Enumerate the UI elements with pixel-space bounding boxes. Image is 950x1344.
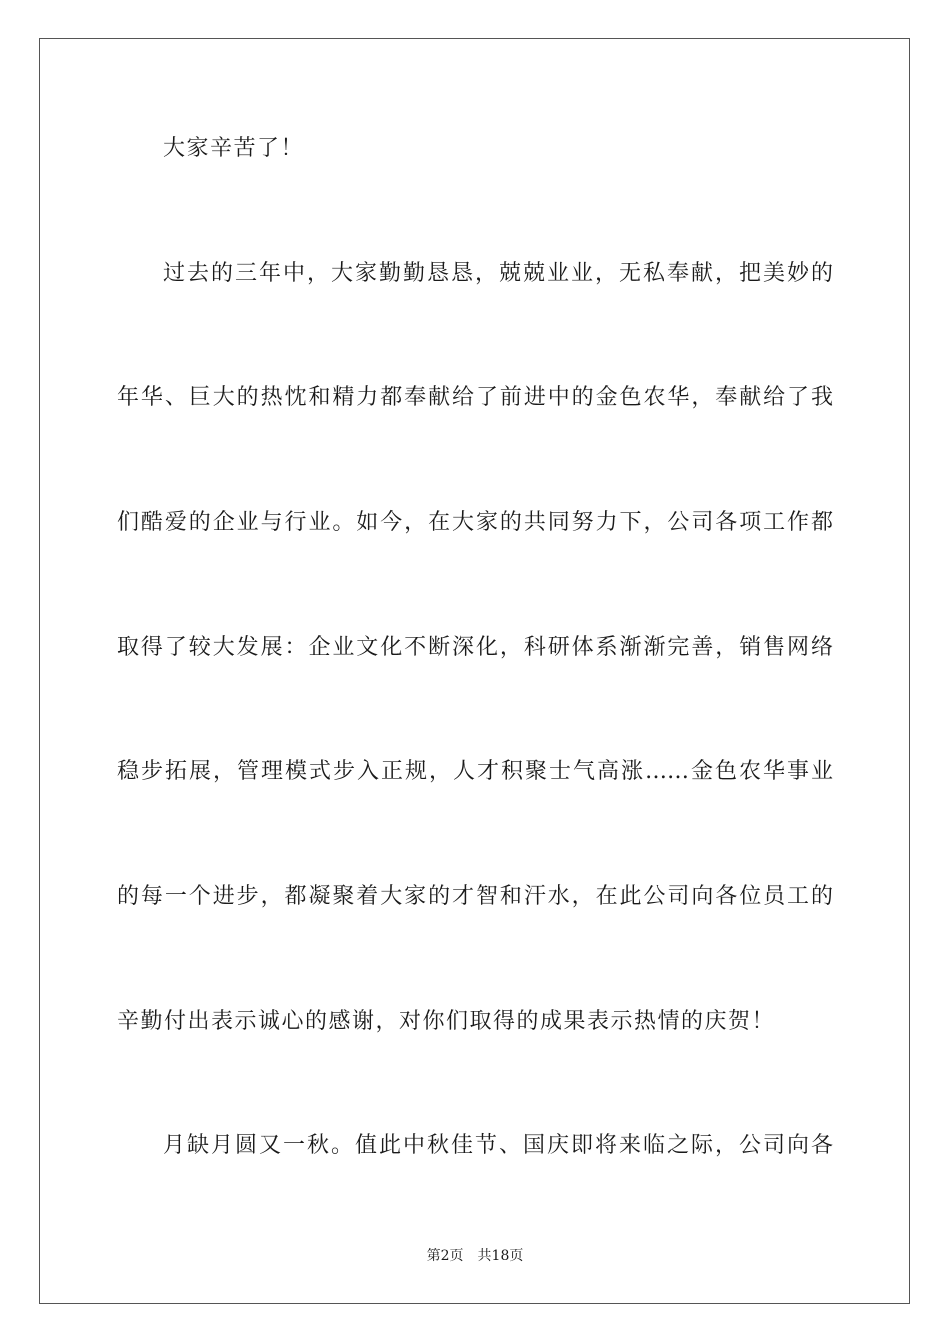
page-number: 第2页 <box>426 1248 464 1264</box>
paragraph-line: 辛勤付出表示诚心的感谢，对你们取得的成果表示热情的庆贺！ <box>117 1009 776 1034</box>
paragraph-line: 月缺月圆又一秋。值此中秋佳节、国庆即将来临之际，公司向各 <box>163 1133 833 1158</box>
paragraph-line: 的每一个进步，都凝聚着大家的才智和汗水，在此公司向各位员工的 <box>117 884 833 909</box>
paragraph-line: 大家辛苦了！ <box>163 136 305 161</box>
page-footer <box>0 1246 950 1266</box>
page-border <box>39 38 910 1304</box>
paragraph-line: 过去的三年中，大家勤勤恳恳，兢兢业业，无私奉献，把美妙的 <box>163 261 833 286</box>
paragraph-line: 稳步拓展，管理模式步入正规，人才积聚士气高涨……金色农华事业 <box>117 759 833 784</box>
page-total: 共18页 <box>477 1248 524 1264</box>
paragraph-line: 们酷爱的企业与行业。如今，在大家的共同努力下，公司各项工作都 <box>117 510 833 535</box>
paragraph-line: 取得了较大发展：企业文化不断深化，科研体系渐渐完善，销售网络 <box>117 635 833 660</box>
paragraph-line: 年华、巨大的热忱和精力都奉献给了前进中的金色农华，奉献给了我 <box>117 385 833 410</box>
